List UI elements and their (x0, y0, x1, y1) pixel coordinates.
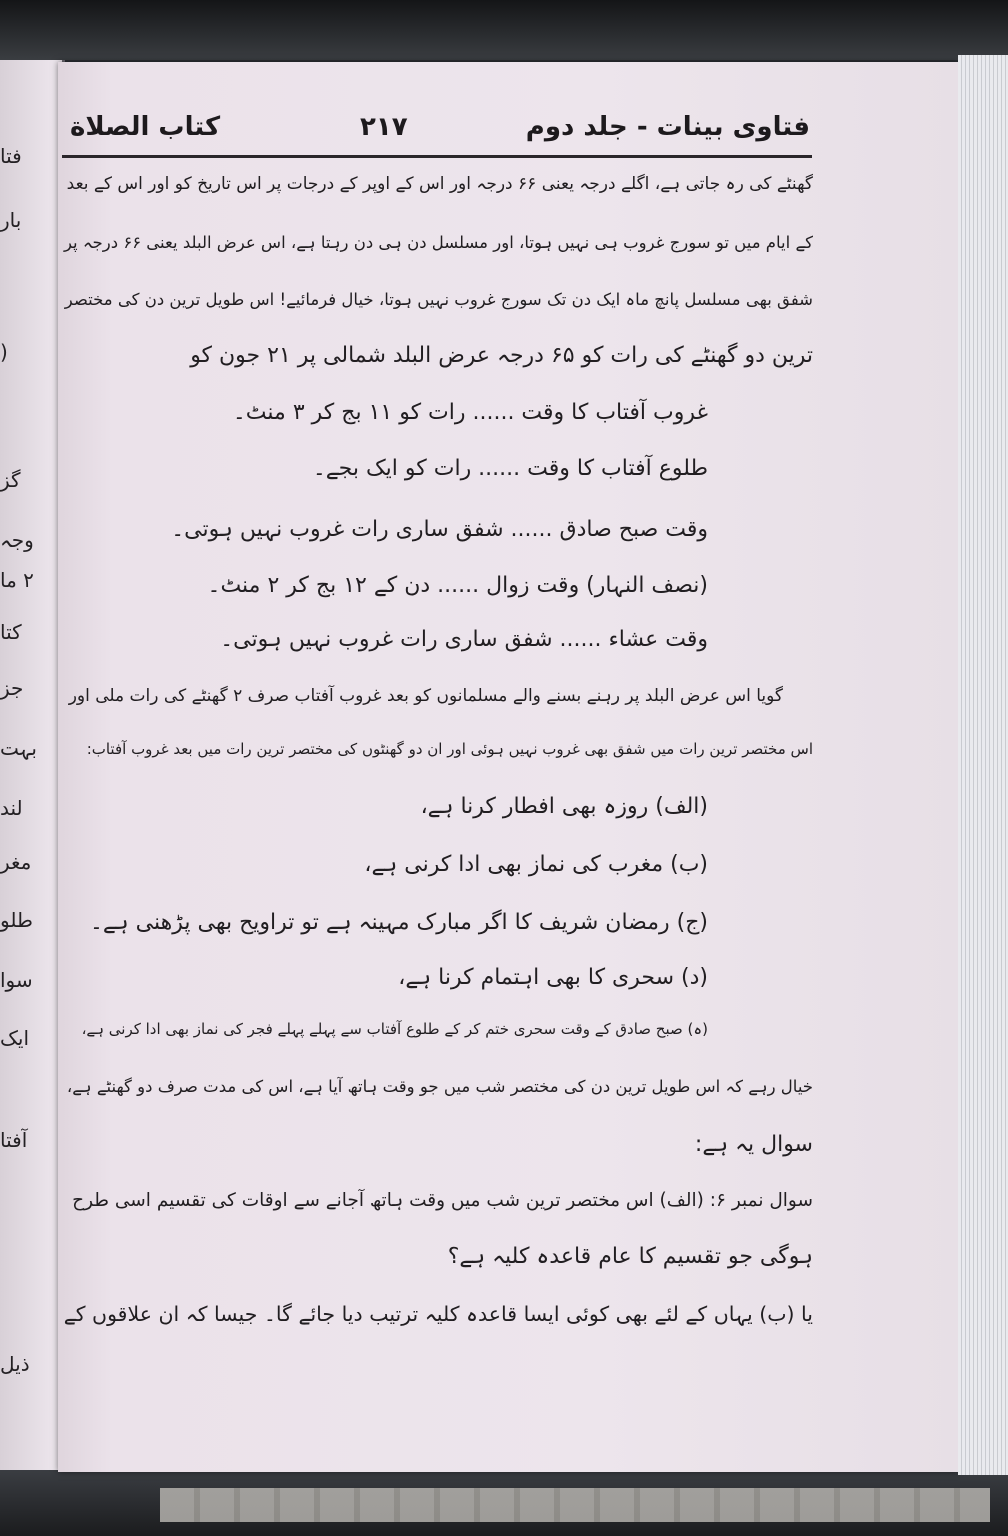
left-page-fragment: بہت (0, 736, 37, 760)
left-page-fragment: وجہ (0, 528, 34, 552)
left-page-fragment: ۲ ما (0, 568, 34, 592)
left-page-fragment: لند (0, 796, 23, 820)
scanner-top-edge (0, 0, 1008, 60)
text-line: وقت صبح صادق ...... شفق ساری رات غروب نہیں ہوتی۔ (171, 517, 708, 542)
text-line: گھنٹے کی رہ جاتی ہے، اگلے درجہ یعنی ۶۶ درجہ اور اس کے اوپر کے درجات پر اس تاریخ کو اور اس کے بعد (66, 174, 813, 194)
text-line: سوال یہ ہے: (694, 1132, 813, 1157)
text-line: طلوع آفتاب کا وقت ...... رات کو ایک بجے۔ (312, 456, 708, 481)
book-cover-pattern (160, 1488, 990, 1522)
text-line: شفق بھی مسلسل پانچ ماہ ایک دن تک سورج غروب نہیں ہوتا، خیال فرمائیے! اس طویل ترین دن کی مختصر (64, 290, 813, 309)
book-title: فتاوی بینات - جلد دوم (525, 112, 810, 142)
text-line: ترین دو گھنٹے کی رات کو ۶۵ درجہ عرض البلد شمالی پر ۲۱ جون کو (190, 343, 813, 368)
text-line: کے ایام میں تو سورج غروب ہی نہیں ہوتا، اور مسلسل دن ہی دن رہتا ہے، اس عرض البلد یعنی ۶۶ درجہ پر (63, 233, 813, 252)
text-line: ہوگی جو تقسیم کا عام قاعدہ کلیہ ہے؟ (447, 1244, 813, 1269)
text-line: غروب آفتاب کا وقت ...... رات کو ۱۱ بج کر ۳ منٹ۔ (232, 400, 708, 425)
page-stack-edge (958, 55, 1008, 1475)
text-line: گویا اس عرض البلد پر رہنے بسنے والے مسلمانوں کو بعد غروب آفتاب صرف ۲ گھنٹے کی رات ملی اور (68, 686, 783, 706)
left-page-fragment: آفتا (0, 1128, 28, 1152)
left-page-fragment: ذیل (0, 1352, 30, 1376)
running-header (70, 108, 810, 154)
text-line: (ب) مغرب کی نماز بھی ادا کرنی ہے، (364, 852, 708, 877)
text-line: خیال رہے کہ اس طویل ترین دن کی مختصر شب میں جو وقت ہاتھ آیا ہے، اس کی مدت صرف دو گھنٹے ہے، (66, 1077, 813, 1096)
left-page-fragment: کتا (0, 620, 22, 644)
left-page-fragment: ( (0, 340, 8, 364)
page-number: ۲۱۷ (360, 112, 408, 142)
text-line: (ج) رمضان شریف کا اگر مبارک مہینہ ہے تو تراویح بھی پڑھنی ہے۔ (90, 910, 708, 935)
text-line: یا (ب) یہاں کے لئے بھی کوئی ایسا قاعدہ کلیہ ترتیب دیا جائے گا۔ جیسا کہ ان علاقوں کے (63, 1302, 813, 1326)
text-line: اس مختصر ترین رات میں شفق بھی غروب نہیں ہوئی اور ان دو گھنٹوں کی مختصر ترین رات میں بعد غروب آفتاب: (86, 740, 813, 758)
text-line: (د) سحری کا بھی اہتمام کرنا ہے، (398, 965, 708, 990)
left-page-fragment: ایک (0, 1026, 30, 1050)
left-page-fragment: فتا (0, 144, 22, 168)
chapter-name: کتاب الصلاة (70, 112, 221, 142)
header-rule (62, 155, 812, 158)
text-line: وقت عشاء ...... شفق ساری رات غروب نہیں ہوتی۔ (220, 627, 708, 652)
left-facing-page (0, 60, 65, 1470)
left-page-fragment: سوا (0, 968, 33, 992)
left-page-fragment: طلو (0, 908, 33, 932)
text-line: (ہ) صبح صادق کے وقت سحری ختم کر کے طلوع آفتاب سے پہلے پہلے فجر کی نماز بھی ادا کرنی ہے، (81, 1020, 708, 1038)
text-line: (الف) روزہ بھی افطار کرنا ہے، (420, 794, 708, 819)
left-page-fragment: گز (0, 468, 21, 492)
text-line: سوال نمبر ۶: (الف) اس مختصر ترین شب میں وقت ہاتھ آجانے سے اوقات کی تقسیم اسی طرح (72, 1190, 813, 1211)
left-page-fragment: بار (0, 208, 22, 232)
left-page-fragment: مغر (0, 850, 32, 874)
text-line: (نصف النہار) وقت زوال ...... دن کے ۱۲ بج کر ۲ منٹ۔ (207, 573, 708, 598)
left-page-fragment: جز (0, 676, 24, 700)
